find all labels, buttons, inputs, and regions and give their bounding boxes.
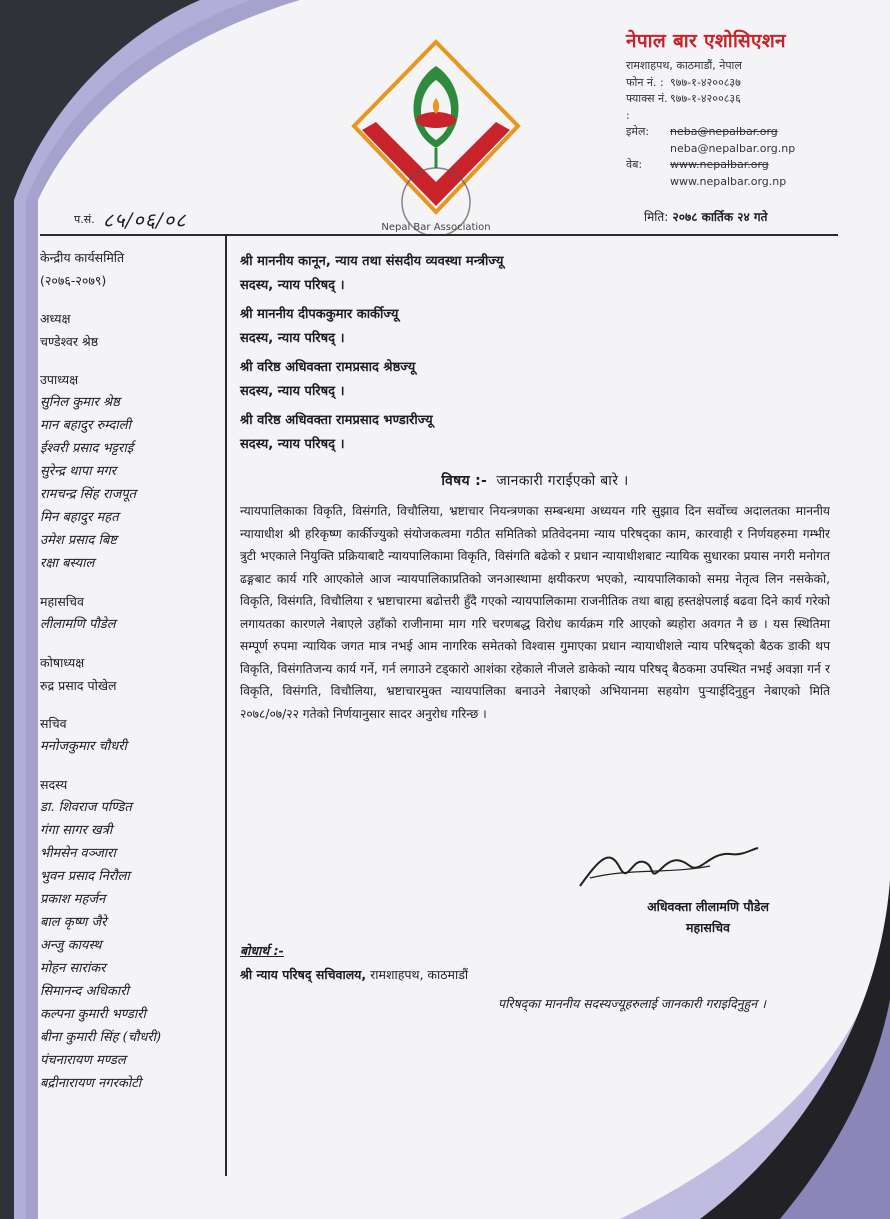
recipient — [240, 409, 830, 457]
secretary-name: मनोजकुमार चौधरी — [40, 739, 127, 754]
vp-name: उमेश प्रसाद बिष्ट — [40, 533, 117, 548]
reference-number — [74, 206, 187, 233]
recipient — [240, 303, 830, 351]
president-title: अध्यक्ष — [40, 311, 71, 326]
recipient-line2: सदस्य, न्याय परिषद् । — [240, 278, 345, 293]
email-label: इमेल: — [626, 125, 650, 138]
recipient-line2: सदस्य, न्याय परिषद् । — [240, 384, 345, 399]
vp-name: ईश्वरी प्रसाद भट्टराई — [40, 441, 134, 456]
handwritten-signature — [570, 838, 770, 898]
fax-number: ९७७-१-४२००८३६ — [670, 92, 741, 105]
recipient-line1: श्री वरिष्ठ अधिवक्ता रामप्रसाद भण्डारीज्यू — [240, 413, 433, 428]
svg-text:Nepal Bar Association: Nepal Bar Association — [381, 222, 491, 233]
subject-line — [240, 471, 830, 490]
org-address: रामशाहपथ, काठमाडौं, नेपाल — [626, 59, 742, 72]
signatory-title: महासचिव — [686, 920, 730, 935]
email-new[interactable]: neba@nepalbar.org.np — [670, 141, 796, 155]
cc-label: बोधार्थ :- — [240, 943, 284, 958]
vp-name: मिन बहादुर महत — [40, 510, 119, 525]
members-title: सदस्य — [40, 777, 68, 792]
header-divider — [40, 234, 838, 236]
treasurer-title: कोषाध्यक्ष — [40, 655, 85, 670]
gs-name: लीलामणि पौडेल — [40, 617, 116, 632]
cc-recipient: श्री न्याय परिषद् सचिवालय, — [240, 967, 367, 982]
web-row — [626, 157, 836, 174]
phone-row — [626, 75, 836, 92]
letter-body: न्यायपालिकाका विकृति, विसंगति, विचौलिया, भ्रष्टाचार नियन्त्रणका सम्बन्धमा अध्ययन गरि सुझाव दिन सर्वोच्च अदालतका माननीय न्यायाधीश श्री हरिकृष्ण कार्कीज्युको संयोजकत्वमा गठीत समितिको प्रतिवेदनमा न्याय परिषद्का काम, कारवाही र निर्णयहरुमा गम्भीर त्रुटी भएकाले नियुक्ति प्रक्रियाबाटै न्यायपालिकामा विकृति, विसंगति बढेको र प्रधान न्यायाधीशबाट न्यायिक सुधारका प्रयास नगरी मनोगत ढङ्गबाट कार्य गरि आएकोले आज न्यायपालिकाप्रतिको जनआस्थामा क्षयीकरण भएको, न्यायपालिकाको समग्र नेतृत्व लिन नसकेको, विकृति, विसंगति, विचौलिया र भ्रष्टाचारमा बढोत्तरी हुँदै गएको न्यायपालिकामा राजनीतिक तथा बाह्य हस्तक्षेपलाई बढवा दिने कार्य गरेको लगायतका कारणले नेबाएले उहाँको राजीनामा माग गरि चरणबद्ध विरोध कार्यक्रम गरि आएको ब्यहोरा अवगत नै छ । यस स्थितिमा सम्पूर्ण रुपमा न्यायिक जगत मात्र नभई आम नागरिक समेतको विश्वास गुमाएका प्रधान न्यायाधीशले न्याय परिषद्को बैठक डाकी थप विकृति, विसंगतिजन्य कार्य गर्ने, गर्न लगाउने टड्कारो आशंका रहेकाले नीजले डाकेको न्याय परिषद् बैठकमा उपस्थित नभई अवज्ञा गर्न र विकृति, विसंगति, विचौलिया, भ्रष्टाचारमुक्त न्यायपालिका बनाउने नेबाएको अभियानमा सहयोग पुऱ्याईदिनुहुन नेबाएको मिति २०७८/०७/२२ गतेको निर्णयानुसार सादर अनुरोध गरिन्छ । — [240, 504, 830, 721]
member-name: अन्जु कायस्थ — [40, 938, 102, 953]
recipient — [240, 356, 830, 404]
web-new[interactable]: www.nepalbar.org.np — [670, 174, 787, 188]
date-label: मिति: — [644, 210, 669, 224]
vp-title: उपाध्यक्ष — [40, 372, 79, 387]
recipient-line2: सदस्य, न्याय परिषद् । — [240, 437, 345, 452]
email-row — [626, 124, 836, 141]
recipient-line2: सदस्य, न्याय परिषद् । — [240, 331, 345, 346]
web-old: www.nepalbar.org — [670, 158, 769, 171]
members-list — [40, 796, 222, 1095]
cc-recipient-line — [240, 966, 468, 983]
member-name: पंचनारायण मण्डल — [40, 1053, 126, 1068]
secretary-title: सचिव — [40, 716, 67, 731]
phone-number: ९७७-१-४२००८३७ — [670, 75, 741, 89]
subject-text: जानकारी गराईएको बारे । — [496, 473, 629, 489]
member-name: कल्पना कुमारी भण्डारी — [40, 1007, 146, 1022]
committee-name: केन्द्रीय कार्यसमिति — [40, 250, 125, 265]
signatory-name: अधिवक्ता लीलामणि पौडेल — [647, 899, 769, 914]
web-label: वेब: — [626, 158, 643, 171]
fax-label: फ्याक्स नं. : — [626, 92, 668, 122]
organization-letterhead — [626, 30, 836, 190]
vp-name: रक्षा बस्याल — [40, 556, 95, 571]
vp-name: सुनिल कुमार श्रेष्ठ — [40, 395, 120, 410]
sidebar-divider — [225, 236, 227, 1176]
recipient-line1: श्री माननीय दीपककुमार कार्कीज्यू — [240, 307, 399, 322]
vp-list — [40, 391, 222, 575]
vp-name: सुरेन्द्र थापा मगर — [40, 464, 117, 479]
member-name: सिमानन्द अधिकारी — [40, 984, 129, 999]
cc-recipient-place: रामशाहपथ, काठमाडौं — [370, 967, 469, 982]
signatory-block — [598, 896, 818, 938]
letter-main — [240, 250, 830, 725]
member-name: बाल कृष्ण जैरे — [40, 915, 107, 930]
president-name: चण्डेश्वर श्रेष्ठ — [40, 334, 99, 349]
phone-label: फोन नं. : — [626, 75, 664, 89]
reference-label: प.सं. — [74, 213, 95, 226]
vp-name: रामचन्द्र सिंह राजपूत — [40, 487, 137, 502]
subject-label: विषय :- — [441, 473, 488, 489]
gs-title: महासचिव — [40, 594, 84, 609]
member-name: बीना कुमारी सिंह (चौधरी) — [40, 1030, 162, 1045]
recipients-block — [240, 250, 830, 457]
date-value: २०७८ कार्तिक २४ गते — [672, 210, 768, 224]
recipient-line1: श्री माननीय कानून, न्याय तथा संसदीय व्यवस्था मन्त्रीज्यू — [240, 254, 504, 269]
treasurer-name: रुद्र प्रसाद पोखेल — [40, 678, 117, 693]
member-name: बद्रीनारायण नगरकोटी — [40, 1076, 142, 1091]
org-name: नेपाल बार एशोसिएशन — [626, 30, 786, 52]
member-name: भुवन प्रसाद निरौला — [40, 869, 130, 884]
cc-note: परिषद्का माननीय सदस्यज्यूहरुलाई जानकारी गराइदिनुहुन । — [498, 996, 766, 1011]
recipient — [240, 250, 830, 298]
member-name: डा. शिवराज पण्डित — [40, 800, 132, 815]
member-name: भीमसेन वञ्जारा — [40, 846, 116, 861]
bar-association-emblem — [346, 36, 526, 236]
recipient-line1: श्री वरिष्ठ अधिवक्ता रामप्रसाद श्रेष्ठज्यू — [240, 360, 416, 375]
member-name: मोहन सारांकर — [40, 961, 106, 976]
fax-row — [626, 91, 836, 124]
member-name: गंगा सागर खत्री — [40, 823, 113, 838]
email-old: neba@nepalbar.org — [670, 125, 778, 138]
committee-sidebar — [40, 246, 222, 1095]
letter-date — [644, 208, 768, 225]
vp-name: मान बहादुर रुम्दाली — [40, 418, 131, 433]
committee-term: (२०७६-२०७९) — [40, 273, 107, 288]
reference-value: ८५/०६/०८ — [102, 208, 187, 232]
member-name: प्रकाश महर्जन — [40, 892, 106, 907]
